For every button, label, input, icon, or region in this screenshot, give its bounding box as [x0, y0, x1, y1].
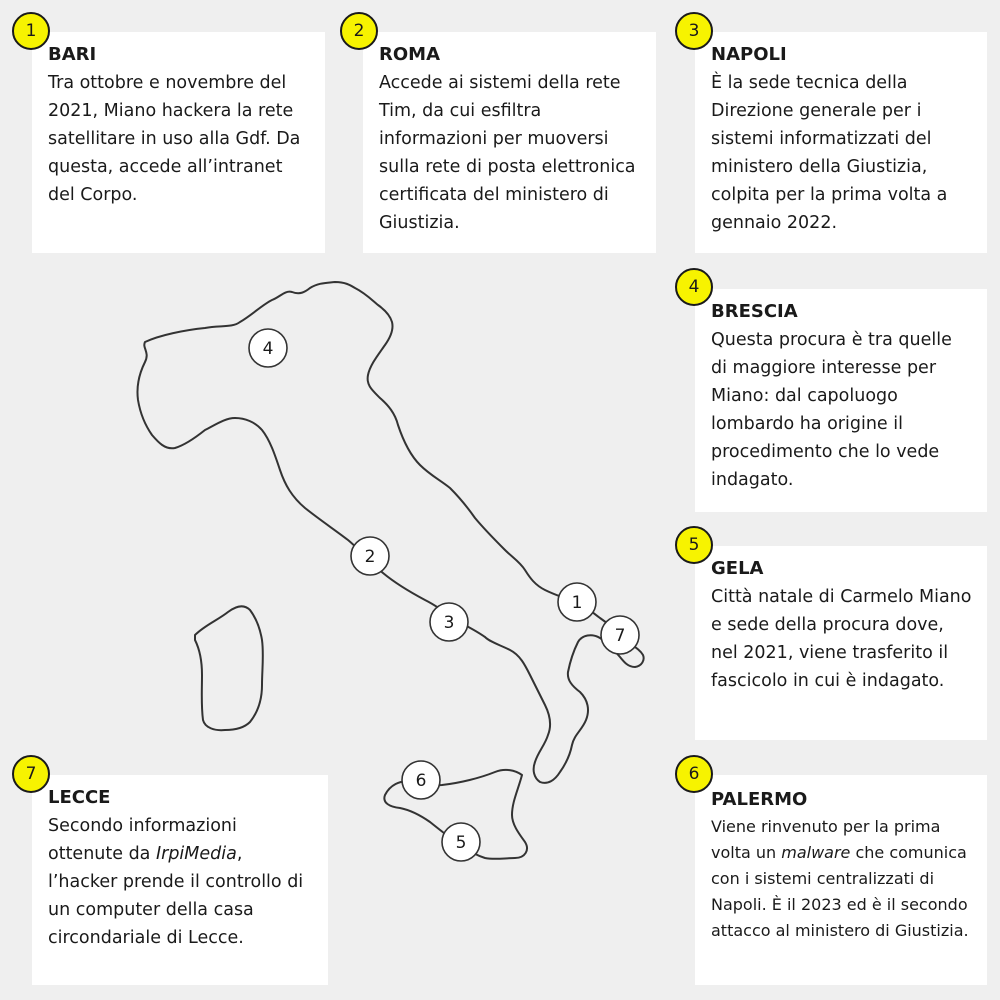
card-title: NAPOLI	[711, 44, 787, 65]
map-marker-5	[442, 823, 480, 861]
map-marker-2	[351, 537, 389, 575]
map-marker-3	[430, 603, 468, 641]
card-text-start: Viene rinvenuto per la prima volta un	[711, 817, 941, 862]
svg-text:3: 3	[443, 613, 455, 633]
card-text-end: che comunica con i sistemi centralizzati di Napoli. È il 2023 ed è il secondo attacco al ministero di Giustizia.	[711, 843, 969, 940]
card-text	[48, 812, 314, 952]
badge-number-4: 4	[675, 268, 713, 306]
card-title: GELA	[711, 558, 764, 579]
map-marker-4	[249, 329, 287, 367]
map-marker-1	[558, 583, 596, 621]
card-text: Accede ai sistemi della rete Tim, da cui esfiltra informazioni per muoversi sulla rete di posta elettronica certificata del ministero di Giustizia.	[379, 73, 636, 233]
badge-number-6: 6	[675, 755, 713, 793]
card-title: BARI	[48, 44, 97, 65]
map-marker-7	[601, 616, 639, 654]
map-marker-6	[402, 761, 440, 799]
svg-text:4: 4	[262, 339, 274, 359]
svg-text:1: 1	[571, 593, 583, 613]
card-palermo	[695, 775, 987, 985]
card-text-start: Secondo informazioni ottenute da	[48, 816, 237, 864]
card-text: Città natale di Carmelo Miano e sede della procura dove, nel 2021, viene trasferito il fascicolo in cui è indagato.	[711, 587, 972, 691]
card-text-end: , l’hacker prende il controllo di un computer della casa circondariale di Lecce.	[48, 844, 304, 948]
card-text-italic: IrpiMedia	[155, 844, 237, 864]
badge-number-7: 7	[12, 755, 50, 793]
badge-number-5: 5	[675, 526, 713, 564]
card-bari	[32, 32, 325, 253]
badge-number-2: 2	[340, 12, 378, 50]
svg-text:5: 5	[455, 833, 467, 853]
badge-number-1: 1	[12, 12, 50, 50]
card-roma	[363, 32, 656, 253]
card-text	[711, 814, 973, 944]
card-lecce	[32, 775, 328, 985]
card-text: Questa procura è tra quelle di maggiore interesse per Miano: dal capoluogo lombardo ha origine il procedimento che lo vede indagato.	[711, 330, 952, 490]
svg-text:7: 7	[614, 626, 626, 646]
sardinia-outline	[195, 606, 263, 730]
card-text: È la sede tecnica della Direzione generale per i sistemi informatizzati del ministero della Giustizia, colpita per la prima volta a gennaio 2022.	[711, 73, 948, 233]
card-title: LECCE	[48, 787, 111, 808]
badge-number-3: 3	[675, 12, 713, 50]
card-title: BRESCIA	[711, 301, 798, 322]
card-title: PALERMO	[711, 789, 808, 810]
italy-mainland-outline	[137, 282, 643, 783]
card-text: Tra ottobre e novembre del 2021, Miano hackera la rete satellitare in uso alla Gdf. Da questa, accede all’intranet del Corpo.	[48, 73, 301, 205]
card-napoli	[695, 32, 987, 253]
card-title: ROMA	[379, 44, 441, 65]
card-gela	[695, 546, 987, 740]
card-brescia	[695, 289, 987, 512]
card-text-italic: malware	[781, 843, 851, 862]
svg-text:6: 6	[415, 771, 427, 791]
svg-text:2: 2	[364, 547, 376, 567]
